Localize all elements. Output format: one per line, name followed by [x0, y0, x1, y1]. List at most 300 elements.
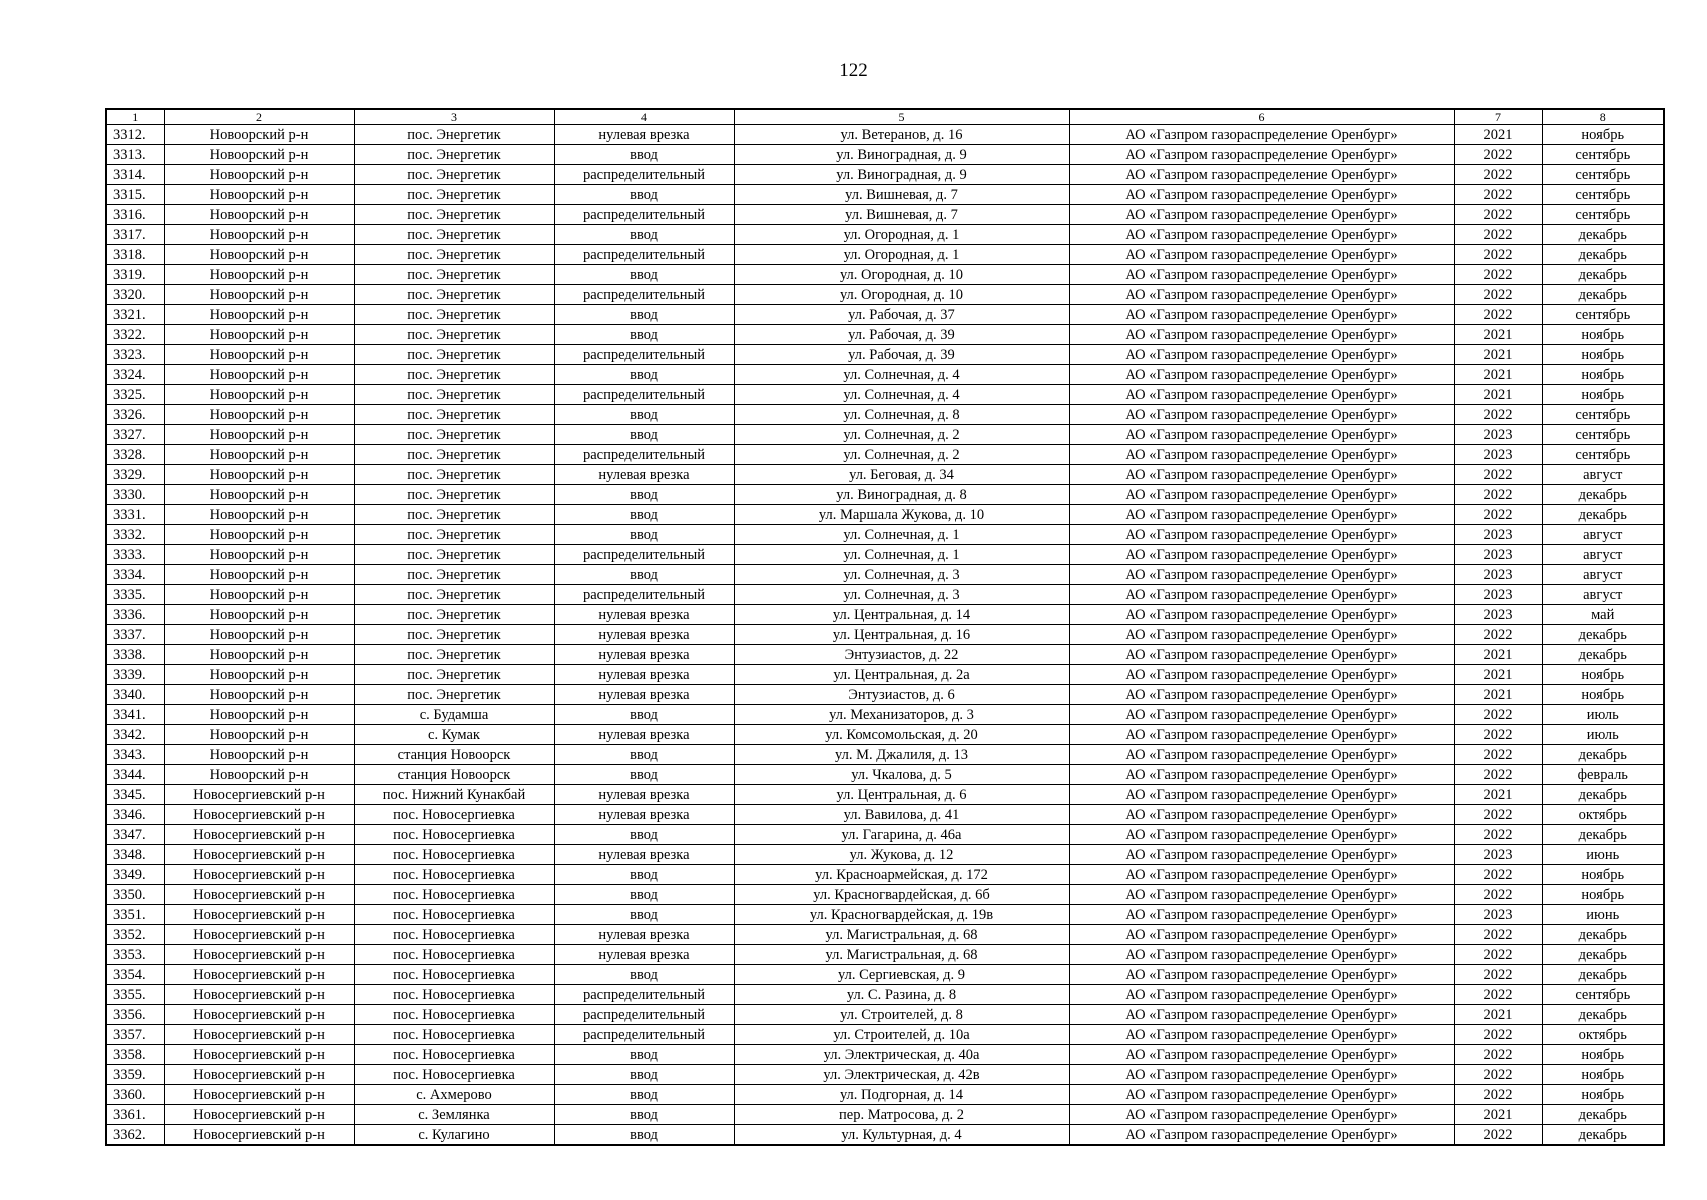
settlement-cell: пос. Новосергиевка [354, 825, 554, 845]
row-number-cell: 3331. [106, 505, 164, 525]
year-cell: 2023 [1454, 545, 1542, 565]
row-number-cell: 3343. [106, 745, 164, 765]
address-cell: ул. Строителей, д. 10а [734, 1025, 1069, 1045]
address-cell: ул. Строителей, д. 8 [734, 1005, 1069, 1025]
month-cell: июнь [1542, 905, 1664, 925]
connection-type-cell: ввод [554, 405, 734, 425]
month-cell: июнь [1542, 845, 1664, 865]
row-number-cell: 3324. [106, 365, 164, 385]
organization-cell: АО «Газпром газораспределение Оренбург» [1069, 685, 1454, 705]
settlement-cell: пос. Энергетик [354, 345, 554, 365]
year-cell: 2023 [1454, 445, 1542, 465]
settlement-cell: пос. Энергетик [354, 385, 554, 405]
year-cell: 2023 [1454, 845, 1542, 865]
month-cell: ноябрь [1542, 365, 1664, 385]
settlement-cell: пос. Энергетик [354, 305, 554, 325]
year-cell: 2022 [1454, 145, 1542, 165]
month-cell: ноябрь [1542, 345, 1664, 365]
page-number: 122 [839, 60, 868, 81]
district-cell: Новоорский р-н [164, 505, 354, 525]
organization-cell: АО «Газпром газораспределение Оренбург» [1069, 985, 1454, 1005]
district-cell: Новосергиевский р-н [164, 985, 354, 1005]
table-row [106, 545, 1664, 565]
month-cell: июль [1542, 705, 1664, 725]
year-cell: 2021 [1454, 125, 1542, 145]
address-cell: ул. М. Джалиля, д. 13 [734, 745, 1069, 765]
row-number-cell: 3342. [106, 725, 164, 745]
row-number-cell: 3358. [106, 1045, 164, 1065]
table-row [106, 305, 1664, 325]
year-cell: 2022 [1454, 405, 1542, 425]
district-cell: Новоорский р-н [164, 645, 354, 665]
connection-type-cell: нулевая врезка [554, 125, 734, 145]
table-row [106, 965, 1664, 985]
table-row [106, 565, 1664, 585]
month-cell: ноябрь [1542, 665, 1664, 685]
connection-type-cell: нулевая врезка [554, 685, 734, 705]
row-number-cell: 3317. [106, 225, 164, 245]
organization-cell: АО «Газпром газораспределение Оренбург» [1069, 1065, 1454, 1085]
connection-type-cell: ввод [554, 865, 734, 885]
settlement-cell: пос. Новосергиевка [354, 1065, 554, 1085]
settlement-cell: с. Будамша [354, 705, 554, 725]
month-cell: сентябрь [1542, 145, 1664, 165]
month-cell: август [1542, 565, 1664, 585]
settlement-cell: пос. Энергетик [354, 325, 554, 345]
connection-type-cell: распределительный [554, 1025, 734, 1045]
organization-cell: АО «Газпром газораспределение Оренбург» [1069, 885, 1454, 905]
connection-type-cell: нулевая врезка [554, 625, 734, 645]
district-cell: Новосергиевский р-н [164, 1065, 354, 1085]
year-cell: 2023 [1454, 525, 1542, 545]
address-cell: ул. Солнечная, д. 2 [734, 425, 1069, 445]
connection-type-cell: ввод [554, 1085, 734, 1105]
row-number-cell: 3345. [106, 785, 164, 805]
year-cell: 2022 [1454, 1065, 1542, 1085]
settlement-cell: пос. Энергетик [354, 145, 554, 165]
table-row [106, 1125, 1664, 1146]
address-cell: ул. Рабочая, д. 39 [734, 345, 1069, 365]
organization-cell: АО «Газпром газораспределение Оренбург» [1069, 845, 1454, 865]
address-cell: ул. Красноармейская, д. 172 [734, 865, 1069, 885]
year-cell: 2021 [1454, 785, 1542, 805]
address-cell: ул. Солнечная, д. 4 [734, 365, 1069, 385]
address-cell: ул. Солнечная, д. 3 [734, 585, 1069, 605]
district-cell: Новоорский р-н [164, 365, 354, 385]
table-row [106, 925, 1664, 945]
column-header: 6 [1069, 109, 1454, 125]
address-cell: ул. Солнечная, д. 1 [734, 545, 1069, 565]
connection-type-cell: распределительный [554, 585, 734, 605]
address-cell: ул. Культурная, д. 4 [734, 1125, 1069, 1146]
year-cell: 2022 [1454, 265, 1542, 285]
settlement-cell: пос. Энергетик [354, 625, 554, 645]
connection-type-cell: ввод [554, 825, 734, 845]
address-cell: ул. Центральная, д. 2а [734, 665, 1069, 685]
year-cell: 2022 [1454, 825, 1542, 845]
year-cell: 2022 [1454, 505, 1542, 525]
table-row [106, 425, 1664, 445]
year-cell: 2021 [1454, 685, 1542, 705]
district-cell: Новосергиевский р-н [164, 905, 354, 925]
year-cell: 2021 [1454, 365, 1542, 385]
settlement-cell: пос. Новосергиевка [354, 965, 554, 985]
organization-cell: АО «Газпром газораспределение Оренбург» [1069, 245, 1454, 265]
settlement-cell: пос. Энергетик [354, 205, 554, 225]
year-cell: 2023 [1454, 425, 1542, 445]
settlement-cell: пос. Новосергиевка [354, 1005, 554, 1025]
organization-cell: АО «Газпром газораспределение Оренбург» [1069, 925, 1454, 945]
address-cell: ул. Ветеранов, д. 16 [734, 125, 1069, 145]
organization-cell: АО «Газпром газораспределение Оренбург» [1069, 265, 1454, 285]
table-row [106, 625, 1664, 645]
settlement-cell: пос. Новосергиевка [354, 865, 554, 885]
row-number-cell: 3362. [106, 1125, 164, 1146]
year-cell: 2022 [1454, 705, 1542, 725]
address-cell: ул. Жукова, д. 12 [734, 845, 1069, 865]
table-row [106, 285, 1664, 305]
organization-cell: АО «Газпром газораспределение Оренбург» [1069, 485, 1454, 505]
address-cell: ул. Механизаторов, д. 3 [734, 705, 1069, 725]
year-cell: 2023 [1454, 585, 1542, 605]
address-cell: ул. Солнечная, д. 8 [734, 405, 1069, 425]
settlement-cell: пос. Энергетик [354, 465, 554, 485]
settlement-cell: пос. Новосергиевка [354, 905, 554, 925]
connection-type-cell: ввод [554, 525, 734, 545]
organization-cell: АО «Газпром газораспределение Оренбург» [1069, 185, 1454, 205]
address-cell: ул. Виноградная, д. 9 [734, 145, 1069, 165]
month-cell: ноябрь [1542, 385, 1664, 405]
settlement-cell: пос. Новосергиевка [354, 985, 554, 1005]
row-number-cell: 3334. [106, 565, 164, 585]
connection-type-cell: распределительный [554, 545, 734, 565]
month-cell: декабрь [1542, 745, 1664, 765]
table-body [106, 125, 1664, 1146]
address-cell: ул. Красногвардейская, д. 6б [734, 885, 1069, 905]
row-number-cell: 3316. [106, 205, 164, 225]
month-cell: ноябрь [1542, 125, 1664, 145]
organization-cell: АО «Газпром газораспределение Оренбург» [1069, 1005, 1454, 1025]
month-cell: август [1542, 465, 1664, 485]
connection-type-cell: ввод [554, 1125, 734, 1146]
settlement-cell: пос. Энергетик [354, 365, 554, 385]
district-cell: Новоорский р-н [164, 245, 354, 265]
month-cell: ноябрь [1542, 885, 1664, 905]
table-row [106, 985, 1664, 1005]
address-cell: ул. Вишневая, д. 7 [734, 185, 1069, 205]
settlement-cell: пос. Энергетик [354, 445, 554, 465]
year-cell: 2021 [1454, 1105, 1542, 1125]
connection-type-cell: ввод [554, 965, 734, 985]
row-number-cell: 3338. [106, 645, 164, 665]
organization-cell: АО «Газпром газораспределение Оренбург» [1069, 905, 1454, 925]
organization-cell: АО «Газпром газораспределение Оренбург» [1069, 765, 1454, 785]
connection-type-cell: ввод [554, 885, 734, 905]
connection-type-cell: ввод [554, 745, 734, 765]
month-cell: декабрь [1542, 825, 1664, 845]
organization-cell: АО «Газпром газораспределение Оренбург» [1069, 285, 1454, 305]
connection-type-cell: распределительный [554, 385, 734, 405]
district-cell: Новосергиевский р-н [164, 1025, 354, 1045]
connection-type-cell: ввод [554, 145, 734, 165]
district-cell: Новоорский р-н [164, 305, 354, 325]
district-cell: Новосергиевский р-н [164, 865, 354, 885]
table-row [106, 765, 1664, 785]
address-cell: ул. Вишневая, д. 7 [734, 205, 1069, 225]
settlement-cell: пос. Новосергиевка [354, 925, 554, 945]
row-number-cell: 3347. [106, 825, 164, 845]
row-number-cell: 3322. [106, 325, 164, 345]
settlement-cell: пос. Энергетик [354, 125, 554, 145]
district-cell: Новоорский р-н [164, 345, 354, 365]
address-cell: ул. Магистральная, д. 68 [734, 925, 1069, 945]
organization-cell: АО «Газпром газораспределение Оренбург» [1069, 965, 1454, 985]
address-cell: ул. Красногвардейская, д. 19в [734, 905, 1069, 925]
connection-type-cell: нулевая врезка [554, 805, 734, 825]
year-cell: 2022 [1454, 485, 1542, 505]
organization-cell: АО «Газпром газораспределение Оренбург» [1069, 325, 1454, 345]
connection-type-cell: распределительный [554, 285, 734, 305]
district-cell: Новоорский р-н [164, 545, 354, 565]
month-cell: декабрь [1542, 925, 1664, 945]
year-cell: 2022 [1454, 985, 1542, 1005]
address-cell: ул. Виноградная, д. 9 [734, 165, 1069, 185]
address-cell: ул. Солнечная, д. 2 [734, 445, 1069, 465]
row-number-cell: 3356. [106, 1005, 164, 1025]
address-cell: ул. Магистральная, д. 68 [734, 945, 1069, 965]
month-cell: ноябрь [1542, 1085, 1664, 1105]
month-cell: декабрь [1542, 625, 1664, 645]
table-row [106, 185, 1664, 205]
settlement-cell: пос. Энергетик [354, 545, 554, 565]
month-cell: декабрь [1542, 245, 1664, 265]
organization-cell: АО «Газпром газораспределение Оренбург» [1069, 305, 1454, 325]
district-cell: Новоорский р-н [164, 325, 354, 345]
year-cell: 2022 [1454, 305, 1542, 325]
table-row [106, 245, 1664, 265]
connection-type-cell: ввод [554, 325, 734, 345]
row-number-cell: 3329. [106, 465, 164, 485]
row-number-cell: 3357. [106, 1025, 164, 1045]
district-cell: Новоорский р-н [164, 525, 354, 545]
settlement-cell: пос. Энергетик [354, 565, 554, 585]
table-row [106, 205, 1664, 225]
month-cell: декабрь [1542, 1005, 1664, 1025]
connection-type-cell: ввод [554, 225, 734, 245]
settlement-cell: пос. Энергетик [354, 245, 554, 265]
table-row [106, 445, 1664, 465]
organization-cell: АО «Газпром газораспределение Оренбург» [1069, 425, 1454, 445]
settlement-cell: пос. Энергетик [354, 425, 554, 445]
year-cell: 2022 [1454, 745, 1542, 765]
settlement-cell: пос. Энергетик [354, 225, 554, 245]
organization-cell: АО «Газпром газораспределение Оренбург» [1069, 805, 1454, 825]
address-cell: ул. Виноградная, д. 8 [734, 485, 1069, 505]
connection-type-cell: нулевая врезка [554, 945, 734, 965]
district-cell: Новосергиевский р-н [164, 1105, 354, 1125]
district-cell: Новосергиевский р-н [164, 1085, 354, 1105]
organization-cell: АО «Газпром газораспределение Оренбург» [1069, 365, 1454, 385]
row-number-cell: 3350. [106, 885, 164, 905]
year-cell: 2022 [1454, 245, 1542, 265]
table-row [106, 225, 1664, 245]
district-cell: Новоорский р-н [164, 685, 354, 705]
connection-type-cell: нулевая врезка [554, 605, 734, 625]
year-cell: 2022 [1454, 1045, 1542, 1065]
row-number-cell: 3349. [106, 865, 164, 885]
year-cell: 2021 [1454, 385, 1542, 405]
connection-type-cell: ввод [554, 565, 734, 585]
connection-type-cell: ввод [554, 1065, 734, 1085]
year-cell: 2022 [1454, 925, 1542, 945]
table-row [106, 1005, 1664, 1025]
address-cell: ул. Солнечная, д. 4 [734, 385, 1069, 405]
year-cell: 2021 [1454, 665, 1542, 685]
month-cell: сентябрь [1542, 305, 1664, 325]
settlement-cell: пос. Энергетик [354, 505, 554, 525]
month-cell: июль [1542, 725, 1664, 745]
organization-cell: АО «Газпром газораспределение Оренбург» [1069, 565, 1454, 585]
year-cell: 2022 [1454, 285, 1542, 305]
address-cell: ул. Рабочая, д. 37 [734, 305, 1069, 325]
row-number-cell: 3320. [106, 285, 164, 305]
column-header: 4 [554, 109, 734, 125]
column-header: 8 [1542, 109, 1664, 125]
table-row [106, 465, 1664, 485]
month-cell: ноябрь [1542, 1045, 1664, 1065]
year-cell: 2023 [1454, 605, 1542, 625]
district-cell: Новоорский р-н [164, 485, 354, 505]
settlement-cell: пос. Энергетик [354, 605, 554, 625]
month-cell: декабрь [1542, 265, 1664, 285]
row-number-cell: 3346. [106, 805, 164, 825]
table-row [106, 865, 1664, 885]
address-cell: пер. Матросова, д. 2 [734, 1105, 1069, 1125]
year-cell: 2022 [1454, 205, 1542, 225]
table-row [106, 1105, 1664, 1125]
address-cell: ул. Чкалова, д. 5 [734, 765, 1069, 785]
row-number-cell: 3335. [106, 585, 164, 605]
district-cell: Новосергиевский р-н [164, 825, 354, 845]
table-row [106, 845, 1664, 865]
connection-type-cell: ввод [554, 1045, 734, 1065]
organization-cell: АО «Газпром газораспределение Оренбург» [1069, 125, 1454, 145]
month-cell: ноябрь [1542, 685, 1664, 705]
month-cell: октябрь [1542, 1025, 1664, 1045]
district-cell: Новосергиевский р-н [164, 925, 354, 945]
year-cell: 2022 [1454, 965, 1542, 985]
month-cell: май [1542, 605, 1664, 625]
settlement-cell: станция Новоорск [354, 745, 554, 765]
month-cell: декабрь [1542, 505, 1664, 525]
connection-type-cell: ввод [554, 1105, 734, 1125]
column-header: 5 [734, 109, 1069, 125]
address-cell: ул. Гагарина, д. 46а [734, 825, 1069, 845]
column-header: 3 [354, 109, 554, 125]
district-cell: Новоорский р-н [164, 725, 354, 745]
row-number-cell: 3313. [106, 145, 164, 165]
address-cell: ул. Электрическая, д. 42в [734, 1065, 1069, 1085]
row-number-cell: 3339. [106, 665, 164, 685]
row-number-cell: 3344. [106, 765, 164, 785]
table-row [106, 125, 1664, 145]
address-cell: ул. Огородная, д. 1 [734, 225, 1069, 245]
row-number-cell: 3352. [106, 925, 164, 945]
connection-type-cell: нулевая врезка [554, 665, 734, 685]
district-cell: Новоорский р-н [164, 705, 354, 725]
table-row [106, 385, 1664, 405]
year-cell: 2022 [1454, 185, 1542, 205]
table-row [106, 725, 1664, 745]
settlement-cell: пос. Новосергиевка [354, 885, 554, 905]
organization-cell: АО «Газпром газораспределение Оренбург» [1069, 1085, 1454, 1105]
organization-cell: АО «Газпром газораспределение Оренбург» [1069, 865, 1454, 885]
settlement-cell: пос. Энергетик [354, 685, 554, 705]
connection-type-cell: ввод [554, 265, 734, 285]
year-cell: 2022 [1454, 625, 1542, 645]
year-cell: 2021 [1454, 345, 1542, 365]
month-cell: ноябрь [1542, 1065, 1664, 1085]
row-number-cell: 3323. [106, 345, 164, 365]
row-number-cell: 3319. [106, 265, 164, 285]
month-cell: сентябрь [1542, 425, 1664, 445]
organization-cell: АО «Газпром газораспределение Оренбург» [1069, 165, 1454, 185]
year-cell: 2022 [1454, 465, 1542, 485]
organization-cell: АО «Газпром газораспределение Оренбург» [1069, 545, 1454, 565]
year-cell: 2022 [1454, 1025, 1542, 1045]
table-row [106, 685, 1664, 705]
year-cell: 2022 [1454, 725, 1542, 745]
district-cell: Новосергиевский р-н [164, 785, 354, 805]
district-cell: Новоорский р-н [164, 225, 354, 245]
table-row [106, 1085, 1664, 1105]
organization-cell: АО «Газпром газораспределение Оренбург» [1069, 385, 1454, 405]
row-number-cell: 3321. [106, 305, 164, 325]
year-cell: 2022 [1454, 765, 1542, 785]
table-row [106, 605, 1664, 625]
district-cell: Новоорский р-н [164, 145, 354, 165]
table-row [106, 345, 1664, 365]
connection-type-cell: нулевая врезка [554, 645, 734, 665]
month-cell: ноябрь [1542, 325, 1664, 345]
table-row [106, 145, 1664, 165]
district-cell: Новоорский р-н [164, 425, 354, 445]
settlement-cell: с. Землянка [354, 1105, 554, 1125]
month-cell: декабрь [1542, 1105, 1664, 1125]
month-cell: ноябрь [1542, 865, 1664, 885]
table-row [106, 1045, 1664, 1065]
year-cell: 2021 [1454, 645, 1542, 665]
year-cell: 2022 [1454, 805, 1542, 825]
settlement-cell: пос. Энергетик [354, 165, 554, 185]
table-row [106, 1065, 1664, 1085]
row-number-cell: 3326. [106, 405, 164, 425]
row-number-cell: 3341. [106, 705, 164, 725]
connection-type-cell: нулевая врезка [554, 785, 734, 805]
settlement-cell: пос. Новосергиевка [354, 1045, 554, 1065]
address-cell: Энтузиастов, д. 22 [734, 645, 1069, 665]
row-number-cell: 3354. [106, 965, 164, 985]
table-row [106, 885, 1664, 905]
organization-cell: АО «Газпром газораспределение Оренбург» [1069, 445, 1454, 465]
settlement-cell: пос. Энергетик [354, 665, 554, 685]
organization-cell: АО «Газпром газораспределение Оренбург» [1069, 205, 1454, 225]
table-row [106, 825, 1664, 845]
row-number-cell: 3328. [106, 445, 164, 465]
district-cell: Новоорский р-н [164, 165, 354, 185]
district-cell: Новоорский р-н [164, 565, 354, 585]
settlement-cell: пос. Энергетик [354, 185, 554, 205]
